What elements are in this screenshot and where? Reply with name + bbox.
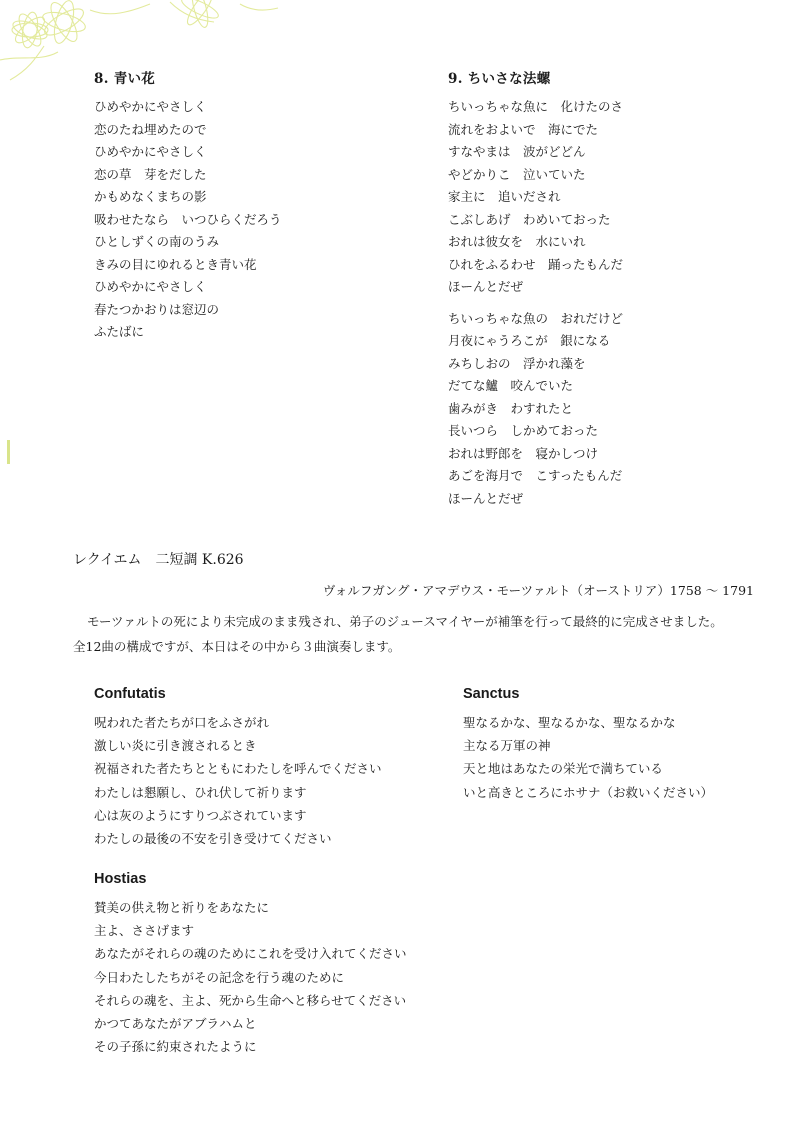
text-line: 激しい炎に引き渡されるとき bbox=[94, 738, 257, 754]
intro-line: モーツァルトの死により未完成のまま残され、弟子のジュースマイヤーが補筆を行って最終的に完成させました。 bbox=[87, 614, 723, 629]
lyric-line: ちいっちゃな魚に 化けたのさ bbox=[448, 99, 624, 114]
text-line: わたしは懇願し、ひれ伏して祈ります bbox=[94, 784, 307, 800]
text-line: 主なる万軍の神 bbox=[463, 738, 551, 754]
decorative-bar bbox=[7, 440, 10, 464]
stanza-gap bbox=[448, 299, 623, 308]
composer-credit: ヴォルフガング・アマデウス・モーツァルト（オーストリア）1758 〜 1791 bbox=[322, 583, 754, 598]
lyric-line: 家主に 追いだされ bbox=[448, 189, 561, 204]
lyric-line: きみの目にゆれるとき青い花 bbox=[94, 256, 257, 272]
lyric-line: ひめやかにやさしく bbox=[94, 144, 207, 159]
song-title: 9. ちいさな法螺 bbox=[448, 71, 551, 87]
lyric-line: おれは野郎を 寝かしつけ bbox=[448, 445, 599, 461]
text-line: それらの魂を、主よ、死から生命へと移らせてください bbox=[94, 992, 407, 1008]
lyric-line: 長いつら しかめておった bbox=[448, 423, 599, 438]
lyric-line: 月夜にゃうろこが 銀になる bbox=[448, 333, 611, 348]
text-line: 賛美の供え物と祈りをあなたに bbox=[94, 900, 270, 915]
intro-paragraph bbox=[73, 609, 763, 659]
song-block-blue-flower bbox=[94, 67, 282, 344]
text-line: わたしの最後の不安を引き受けてください bbox=[94, 830, 332, 846]
song-title: 8. 青い花 bbox=[94, 71, 156, 87]
lyric-line: かもめなくまちの影 bbox=[94, 189, 207, 204]
lyric-line: ひめやかにやさしく bbox=[94, 279, 207, 294]
movement-title: Sanctus bbox=[463, 686, 520, 702]
song-block-little-tall-tale bbox=[448, 67, 623, 510]
lyric-line: 流れをおよいで 海にでた bbox=[448, 121, 599, 137]
lyric-line: おれは彼女を 水にいれ bbox=[448, 234, 586, 249]
lyric-line: やどかりこ 泣いていた bbox=[448, 166, 586, 182]
text-line: かつてあなたがアブラハムと bbox=[94, 1015, 257, 1031]
movement-hostias bbox=[94, 871, 407, 1058]
lyric-line: 恋の草 芽をだした bbox=[94, 166, 207, 182]
text-line: 聖なるかな、聖なるかな、聖なるかな bbox=[463, 715, 676, 730]
section-title: レクイエム 二短調 K.626 bbox=[73, 552, 244, 568]
text-line: 呪われた者たちが口をふさがれ bbox=[94, 715, 270, 730]
lyric-line: 春たつかおりは窓辺の bbox=[94, 301, 220, 317]
text-line: いと高きところにホサナ（お救いください） bbox=[463, 784, 714, 800]
lyric-line: ほーんとだぜ bbox=[448, 490, 524, 506]
lyric-line: 吸わせたなら いつひらくだろう bbox=[94, 211, 282, 227]
movement-title: Confutatis bbox=[94, 686, 166, 702]
lyric-line: あごを海月で こすったもんだ bbox=[448, 468, 623, 483]
movement-title: Hostias bbox=[94, 871, 147, 887]
lyric-line: だてな鱸 咬んでいた bbox=[448, 378, 574, 393]
lyric-line: ふたばに bbox=[94, 324, 145, 339]
lyrics bbox=[94, 96, 282, 344]
text-line: 今日わたしたちがその記念を行う魂のために bbox=[94, 969, 345, 985]
lyric-line: ひれをふるわせ 踊ったもんだ bbox=[448, 256, 624, 272]
lyric-line: こぶしあげ わめいておった bbox=[448, 211, 611, 227]
movement-lines bbox=[463, 711, 713, 804]
text-line: その子孫に約束されたように bbox=[94, 1039, 257, 1055]
movement-lines bbox=[94, 896, 407, 1058]
intro-line: 全12曲の構成ですが、本日はその中から３曲演奏します。 bbox=[73, 639, 401, 654]
lyric-line: すなやまは 波がどどん bbox=[448, 144, 586, 159]
lyrics bbox=[448, 96, 623, 510]
text-line: 祝福された者たちとともにわたしを呼んでください bbox=[94, 761, 382, 777]
movement-sanctus bbox=[463, 686, 713, 804]
lyric-line: ひとしずくの南のうみ bbox=[94, 234, 220, 249]
lyric-line: みちしおの 浮かれ藻を bbox=[448, 355, 586, 371]
lyric-line: 歯みがき わすれたと bbox=[448, 400, 574, 416]
lyric-line: ほーんとだぜ bbox=[448, 279, 524, 294]
lyric-line: ちいっちゃな魚の おれだけど bbox=[448, 310, 624, 326]
text-line: 主よ、ささげます bbox=[94, 923, 195, 939]
text-line: あなたがそれらの魂のためにこれを受け入れてください bbox=[94, 946, 407, 962]
movement-confutatis bbox=[94, 686, 382, 850]
lyric-line: ひめやかにやさしく bbox=[94, 99, 207, 114]
text-line: 天と地はあなたの栄光で満ちている bbox=[463, 761, 663, 777]
text-line: 心は灰のようにすりつぶされています bbox=[94, 807, 307, 823]
lyric-line: 恋のたね埋めたので bbox=[94, 121, 207, 137]
movement-lines bbox=[94, 711, 382, 850]
